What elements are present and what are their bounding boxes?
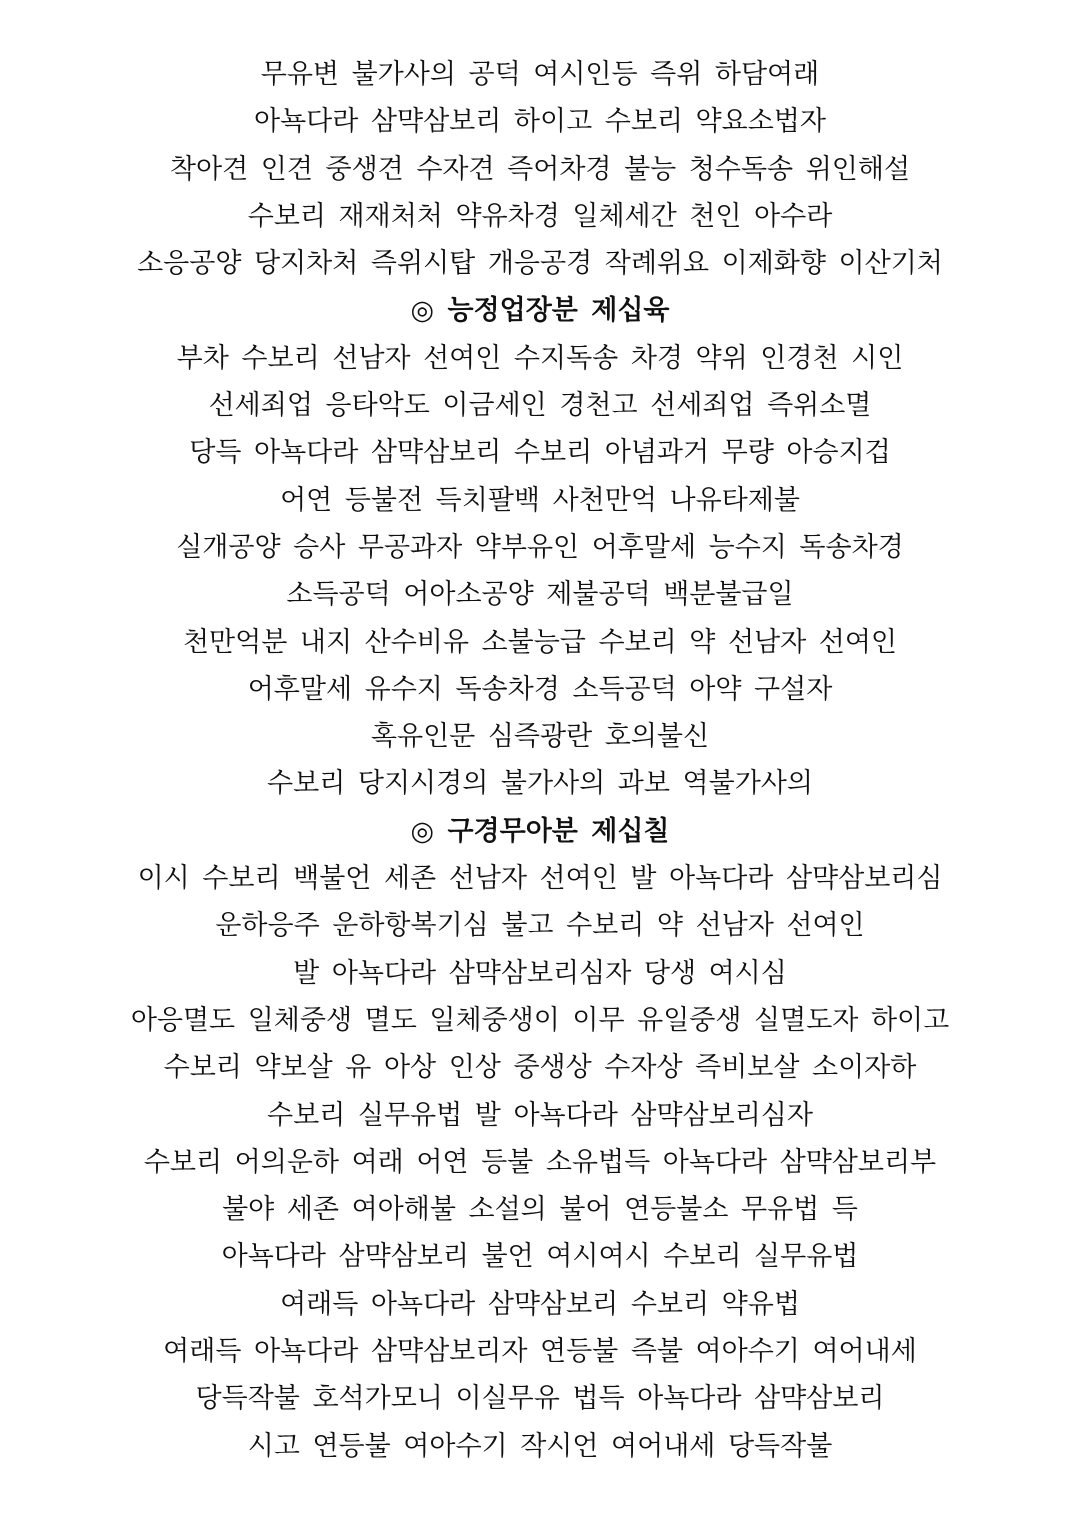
text-line: 부차 수보리 선남자 선여인 수지독송 차경 약위 인경천 시인 [176,342,904,374]
text-line: 선세죄업 응타악도 이금세인 경천고 선세죄업 즉위소멸 [208,390,872,422]
text-line: 어연 등불전 득치팔백 사천만억 나유타제불 [280,484,800,516]
text-line: 여래득 아뇩다라 삼먁삼보리 수보리 약유법 [280,1288,800,1320]
text-line: 실개공양 승사 무공과자 약부유인 어후말세 능수지 독송차경 [176,531,904,563]
text-line: 여래득 아뇩다라 삼먁삼보리자 연등불 즉불 여아수기 여어내세 [163,1336,917,1368]
text-line: 어후말세 유수지 독송차경 소득공덕 아약 구설자 [247,673,833,705]
text-line: 아응멸도 일체중생 멸도 일체중생이 이무 유일중생 실멸도자 하이고 [130,1004,950,1036]
text-line: 수보리 실무유법 발 아뇩다라 삼먁삼보리심자 [267,1099,813,1131]
document-page [0,51,1080,1470]
section-heading-17: ◎ 구경무아분 제십칠 [410,815,670,847]
text-line: 당득작불 호석가모니 이실무유 법득 아뇩다라 삼먁삼보리 [195,1383,885,1415]
text-line: 아뇩다라 삼먁삼보리 불언 여시여시 수보리 실무유법 [221,1241,859,1273]
text-line: 천만억분 내지 산수비유 소불능급 수보리 약 선남자 선여인 [182,626,898,658]
text-line: 수보리 당지시경의 불가사의 과보 역불가사의 [267,768,813,800]
text-line: 수보리 어의운하 여래 어연 등불 소유법득 아뇩다라 삼먁삼보리부 [143,1146,937,1178]
text-line: 발 아뇩다라 삼먁삼보리심자 당생 여시심 [293,957,787,989]
text-line: 운하응주 운하항복기심 불고 수보리 약 선남자 선여인 [215,910,865,942]
text-line: 무유변 불가사의 공덕 여시인등 즉위 하담여래 [260,59,820,90]
text-line: 시고 연등불 여아수기 작시언 여어내세 당득작불 [247,1430,833,1462]
text-line: 당득 아뇩다라 삼먁삼보리 수보리 아념과거 무량 아승지겁 [189,437,891,469]
text-line: 수보리 재재처처 약유차경 일체세간 천인 아수라 [247,200,833,232]
text-line: 이시 수보리 백불언 세존 선남자 선여인 발 아뇩다라 삼먁삼보리심 [137,863,943,895]
text-line: 불야 세존 여아해불 소설의 불어 연등불소 무유법 득 [222,1194,858,1226]
section-heading-16: ◎ 능정업장분 제십육 [410,295,670,327]
text-line: 소응공양 당지차처 즉위시탑 개응공경 작례위요 이제화향 이산기처 [137,248,943,280]
text-line: 수보리 약보살 유 아상 인상 중생상 수자상 즉비보살 소이자하 [163,1052,917,1084]
text-line: 착아견 인견 중생견 수자견 즉어차경 불능 청수독송 위인해설 [169,153,911,185]
text-line: 소득공덕 어아소공양 제불공덕 백분불급일 [286,579,794,611]
text-line: 혹유인문 심즉광란 호의불신 [370,721,710,753]
text-line: 아뇩다라 삼먁삼보리 하이고 수보리 약요소법자 [254,106,826,138]
